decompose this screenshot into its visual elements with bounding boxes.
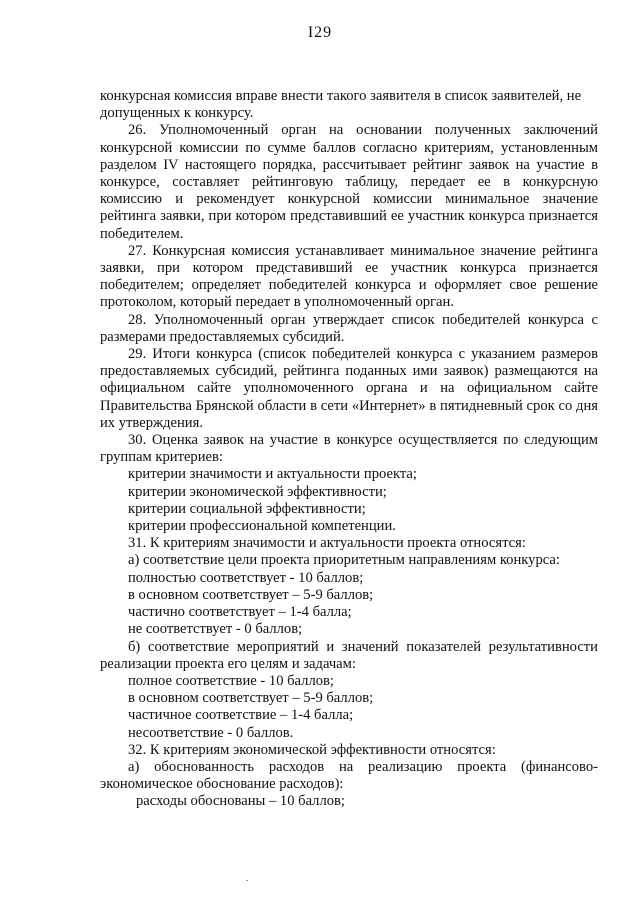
subitem-a-economic: а) обоснованность расходов на реализацию проекта (финансово-экономическое обоснование расходов): bbox=[100, 758, 598, 793]
score-item: в основном соответствует – 5-9 баллов; bbox=[128, 690, 374, 707]
subitem-b: б) соответствие мероприятий и значений показателей результативности реализации проекта его целям и задачам: bbox=[100, 638, 598, 672]
document-body bbox=[100, 88, 598, 811]
score-item: не соответствует - 0 баллов; bbox=[128, 621, 303, 638]
paragraph-28: 28. Уполномоченный орган утверждает список победителей конкурса с размерами предоставляемых субсидий. bbox=[100, 311, 598, 345]
criteria-group-item: критерии значимости и актуальности проекта; bbox=[128, 466, 417, 483]
scan-speck bbox=[246, 880, 248, 881]
paragraph-27: 27. Конкурсная комиссия устанавливает минимальное значение рейтинга заявки, при котором представивший ее участник конкурса признается победителем; определяет победителей конкурса и оформляет свое решение протоколом, который передает в уполномоченный орган. bbox=[100, 242, 598, 311]
score-item: расходы обоснованы – 10 баллов; bbox=[136, 793, 345, 810]
score-item: полностью соответствует - 10 баллов; bbox=[128, 569, 364, 586]
subitem-a: а) соответствие цели проекта приоритетным направлениям конкурса: bbox=[128, 552, 560, 569]
paragraph-32: 32. К критериям экономической эффективности относятся: bbox=[128, 741, 496, 758]
paragraph-30: 30. Оценка заявок на участие в конкурсе осуществляется по следующим группам критериев: bbox=[100, 432, 598, 466]
page-number: I29 bbox=[307, 24, 333, 41]
paragraph-31: 31. К критериям значимости и актуальности проекта относятся: bbox=[128, 535, 526, 552]
score-item: в основном соответствует – 5-9 баллов; bbox=[128, 586, 374, 603]
criteria-group-item: критерии социальной эффективности; bbox=[128, 500, 366, 517]
score-item: частично соответствует – 1-4 балла; bbox=[128, 604, 352, 621]
score-item: частичное соответствие – 1-4 балла; bbox=[128, 707, 354, 724]
paragraph-26: 26. Уполномоченный орган на основании полученных заключений конкурсной комиссии по сумме баллов согласно критериям, установленным разделом IV настоящего порядка, рассчитывает рейтинг заявок на участие в конкурсе, составляет рейтинговую таблицу, передает ее в конкурсную комиссию и рекомендует конкурсной комиссии минимальное значение рейтинга заявки, при котором представивший ее участник конкурса признается победителем. bbox=[100, 122, 598, 242]
criteria-group-item: критерии профессиональной компетенции. bbox=[128, 518, 396, 535]
criteria-group-item: критерии экономической эффективности; bbox=[128, 483, 387, 500]
score-item: полное соответствие - 10 баллов; bbox=[128, 672, 334, 689]
score-item: несоответствие - 0 баллов. bbox=[128, 724, 294, 741]
paragraph-25-tail: конкурсная комиссия вправе внести такого заявителя в список заявителей, не допущенных к конкурсу. bbox=[100, 88, 582, 122]
paragraph-29: 29. Итоги конкурса (список победителей конкурса с указанием размеров предоставляемых субсидий, рейтинга поданных ими заявок) размещаются на официальном сайте уполномоченного органа и на официальном сайте Правительства Брянской области в сети «Интернет» в пятидневный срок со дня их утверждения. bbox=[100, 346, 598, 431]
